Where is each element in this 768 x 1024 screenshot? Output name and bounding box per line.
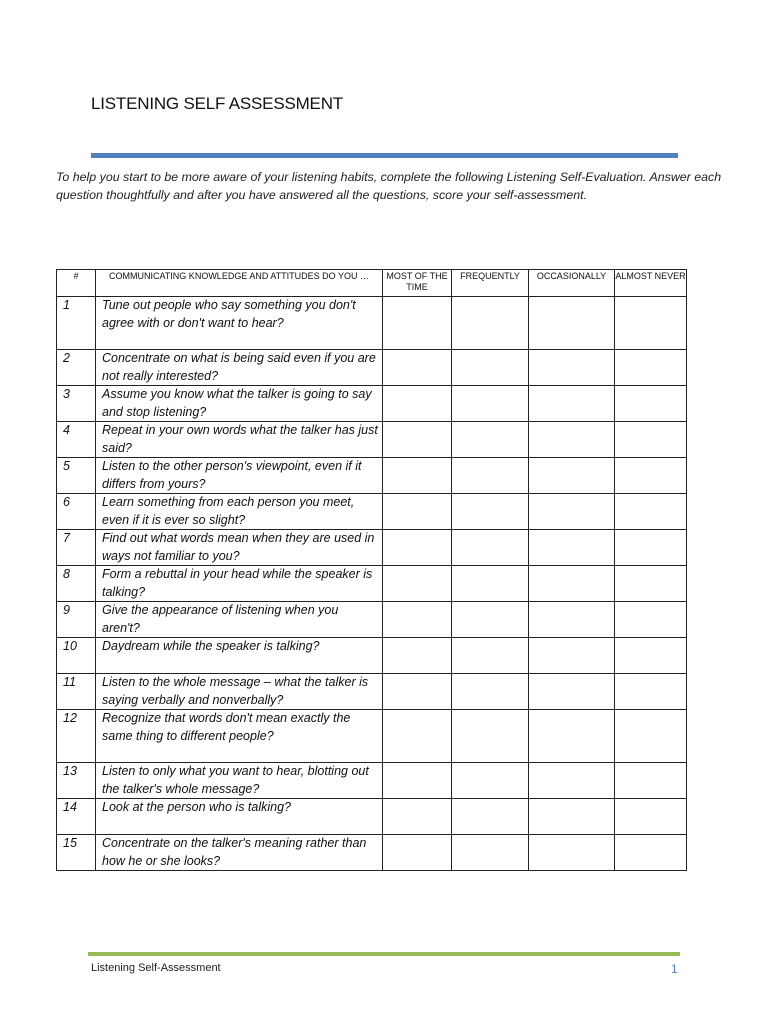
- row-number: 15: [57, 835, 96, 871]
- answer-cell-almost-never[interactable]: [615, 674, 687, 710]
- row-question: Repeat in your own words what the talker has just said?: [96, 422, 383, 458]
- row-number: 6: [57, 494, 96, 530]
- header-number: #: [57, 270, 96, 297]
- answer-cell-most-of-the-time[interactable]: [383, 350, 452, 386]
- answer-cell-frequently[interactable]: [452, 763, 529, 799]
- answer-cell-occasionally[interactable]: [529, 602, 615, 638]
- answer-cell-almost-never[interactable]: [615, 638, 687, 674]
- table-body: [57, 297, 687, 871]
- answer-cell-almost-never[interactable]: [615, 458, 687, 494]
- answer-cell-frequently[interactable]: [452, 422, 529, 458]
- header-most-of-the-time: MOST OF THE TIME: [383, 270, 452, 297]
- answer-cell-most-of-the-time[interactable]: [383, 422, 452, 458]
- table-row: [57, 710, 687, 763]
- answer-cell-occasionally[interactable]: [529, 530, 615, 566]
- table-row: [57, 602, 687, 638]
- header-frequently: FREQUENTLY: [452, 270, 529, 297]
- answer-cell-occasionally[interactable]: [529, 422, 615, 458]
- answer-cell-occasionally[interactable]: [529, 763, 615, 799]
- answer-cell-most-of-the-time[interactable]: [383, 602, 452, 638]
- table-row: [57, 835, 687, 871]
- answer-cell-most-of-the-time[interactable]: [383, 386, 452, 422]
- answer-cell-most-of-the-time[interactable]: [383, 835, 452, 871]
- header-almost-never: ALMOST NEVER: [615, 270, 687, 297]
- answer-cell-frequently[interactable]: [452, 674, 529, 710]
- answer-cell-most-of-the-time[interactable]: [383, 763, 452, 799]
- answer-cell-almost-never[interactable]: [615, 422, 687, 458]
- intro-paragraph: To help you start to be more aware of your listening habits, complete the following Listening Self-Evaluation. Answer each question thoughtfully and after you have answered all the questions, score your self-assessment.: [56, 170, 722, 202]
- answer-cell-occasionally[interactable]: [529, 799, 615, 835]
- page-title: LISTENING SELF ASSESSMENT: [91, 94, 343, 113]
- answer-cell-most-of-the-time[interactable]: [383, 566, 452, 602]
- answer-cell-frequently[interactable]: [452, 350, 529, 386]
- table-row: [57, 494, 687, 530]
- row-number: 2: [57, 350, 96, 386]
- footer-label: Listening Self-Assessment: [91, 962, 221, 974]
- answer-cell-occasionally[interactable]: [529, 835, 615, 871]
- answer-cell-almost-never[interactable]: [615, 763, 687, 799]
- row-question: Listen to only what you want to hear, blotting out the talker's whole message?: [96, 763, 383, 799]
- row-number: 14: [57, 799, 96, 835]
- row-number: 9: [57, 602, 96, 638]
- table-row: [57, 422, 687, 458]
- row-question: Concentrate on what is being said even if you are not really interested?: [96, 350, 383, 386]
- answer-cell-most-of-the-time[interactable]: [383, 297, 452, 350]
- row-number: 10: [57, 638, 96, 674]
- table-row: [57, 674, 687, 710]
- answer-cell-occasionally[interactable]: [529, 297, 615, 350]
- answer-cell-most-of-the-time[interactable]: [383, 458, 452, 494]
- row-number: 4: [57, 422, 96, 458]
- table-row: [57, 458, 687, 494]
- table-row: [57, 386, 687, 422]
- answer-cell-occasionally[interactable]: [529, 710, 615, 763]
- answer-cell-occasionally[interactable]: [529, 566, 615, 602]
- page-number: 1: [671, 962, 678, 976]
- answer-cell-frequently[interactable]: [452, 530, 529, 566]
- row-number: 8: [57, 566, 96, 602]
- answer-cell-almost-never[interactable]: [615, 530, 687, 566]
- answer-cell-frequently[interactable]: [452, 458, 529, 494]
- table-row: [57, 763, 687, 799]
- row-number: 12: [57, 710, 96, 763]
- table-row: [57, 638, 687, 674]
- answer-cell-frequently[interactable]: [452, 494, 529, 530]
- row-question: Look at the person who is talking?: [96, 799, 383, 835]
- answer-cell-frequently[interactable]: [452, 799, 529, 835]
- answer-cell-frequently[interactable]: [452, 602, 529, 638]
- answer-cell-frequently[interactable]: [452, 297, 529, 350]
- row-question: Daydream while the speaker is talking?: [96, 638, 383, 674]
- header-occasionally: OCCASIONALLY: [529, 270, 615, 297]
- answer-cell-most-of-the-time[interactable]: [383, 530, 452, 566]
- answer-cell-occasionally[interactable]: [529, 494, 615, 530]
- row-question: Listen to the other person's viewpoint, even if it differs from yours?: [96, 458, 383, 494]
- row-question: Find out what words mean when they are used in ways not familiar to you?: [96, 530, 383, 566]
- row-question: Give the appearance of listening when you aren't?: [96, 602, 383, 638]
- row-question: Tune out people who say something you don't agree with or don't want to hear?: [96, 297, 383, 350]
- table-header-row: [57, 270, 687, 297]
- row-number: 3: [57, 386, 96, 422]
- answer-cell-almost-never[interactable]: [615, 297, 687, 350]
- answer-cell-occasionally[interactable]: [529, 386, 615, 422]
- row-number: 11: [57, 674, 96, 710]
- row-question: Recognize that words don't mean exactly the same thing to different people?: [96, 710, 383, 763]
- answer-cell-occasionally[interactable]: [529, 674, 615, 710]
- answer-cell-almost-never[interactable]: [615, 566, 687, 602]
- answer-cell-almost-never[interactable]: [615, 602, 687, 638]
- answer-cell-most-of-the-time[interactable]: [383, 674, 452, 710]
- answer-cell-almost-never[interactable]: [615, 494, 687, 530]
- answer-cell-most-of-the-time[interactable]: [383, 710, 452, 763]
- answer-cell-occasionally[interactable]: [529, 638, 615, 674]
- row-number: 7: [57, 530, 96, 566]
- answer-cell-frequently[interactable]: [452, 566, 529, 602]
- answer-cell-almost-never[interactable]: [615, 386, 687, 422]
- answer-cell-frequently[interactable]: [452, 638, 529, 674]
- answer-cell-most-of-the-time[interactable]: [383, 638, 452, 674]
- answer-cell-most-of-the-time[interactable]: [383, 494, 452, 530]
- row-question: Concentrate on the talker's meaning rather than how he or she looks?: [96, 835, 383, 871]
- row-question: Listen to the whole message – what the talker is saying verbally and nonverbally?: [96, 674, 383, 710]
- answer-cell-almost-never[interactable]: [615, 835, 687, 871]
- title-divider: [91, 153, 678, 158]
- row-number: 1: [57, 297, 96, 350]
- assessment-table: [56, 269, 687, 871]
- table-row: [57, 799, 687, 835]
- row-question: Assume you know what the talker is going to say and stop listening?: [96, 386, 383, 422]
- answer-cell-almost-never[interactable]: [615, 799, 687, 835]
- header-question: COMMUNICATING KNOWLEDGE AND ATTITUDES DO YOU …: [96, 270, 383, 297]
- answer-cell-almost-never[interactable]: [615, 350, 687, 386]
- answer-cell-occasionally[interactable]: [529, 350, 615, 386]
- answer-cell-frequently[interactable]: [452, 710, 529, 763]
- row-number: 13: [57, 763, 96, 799]
- footer-divider: [88, 952, 680, 956]
- answer-cell-occasionally[interactable]: [529, 458, 615, 494]
- row-question: Form a rebuttal in your head while the speaker is talking?: [96, 566, 383, 602]
- table-row: [57, 297, 687, 350]
- table-row: [57, 566, 687, 602]
- row-number: 5: [57, 458, 96, 494]
- answer-cell-most-of-the-time[interactable]: [383, 799, 452, 835]
- answer-cell-frequently[interactable]: [452, 386, 529, 422]
- answer-cell-almost-never[interactable]: [615, 710, 687, 763]
- row-question: Learn something from each person you meet, even if it is ever so slight?: [96, 494, 383, 530]
- answer-cell-frequently[interactable]: [452, 835, 529, 871]
- table-row: [57, 350, 687, 386]
- table-row: [57, 530, 687, 566]
